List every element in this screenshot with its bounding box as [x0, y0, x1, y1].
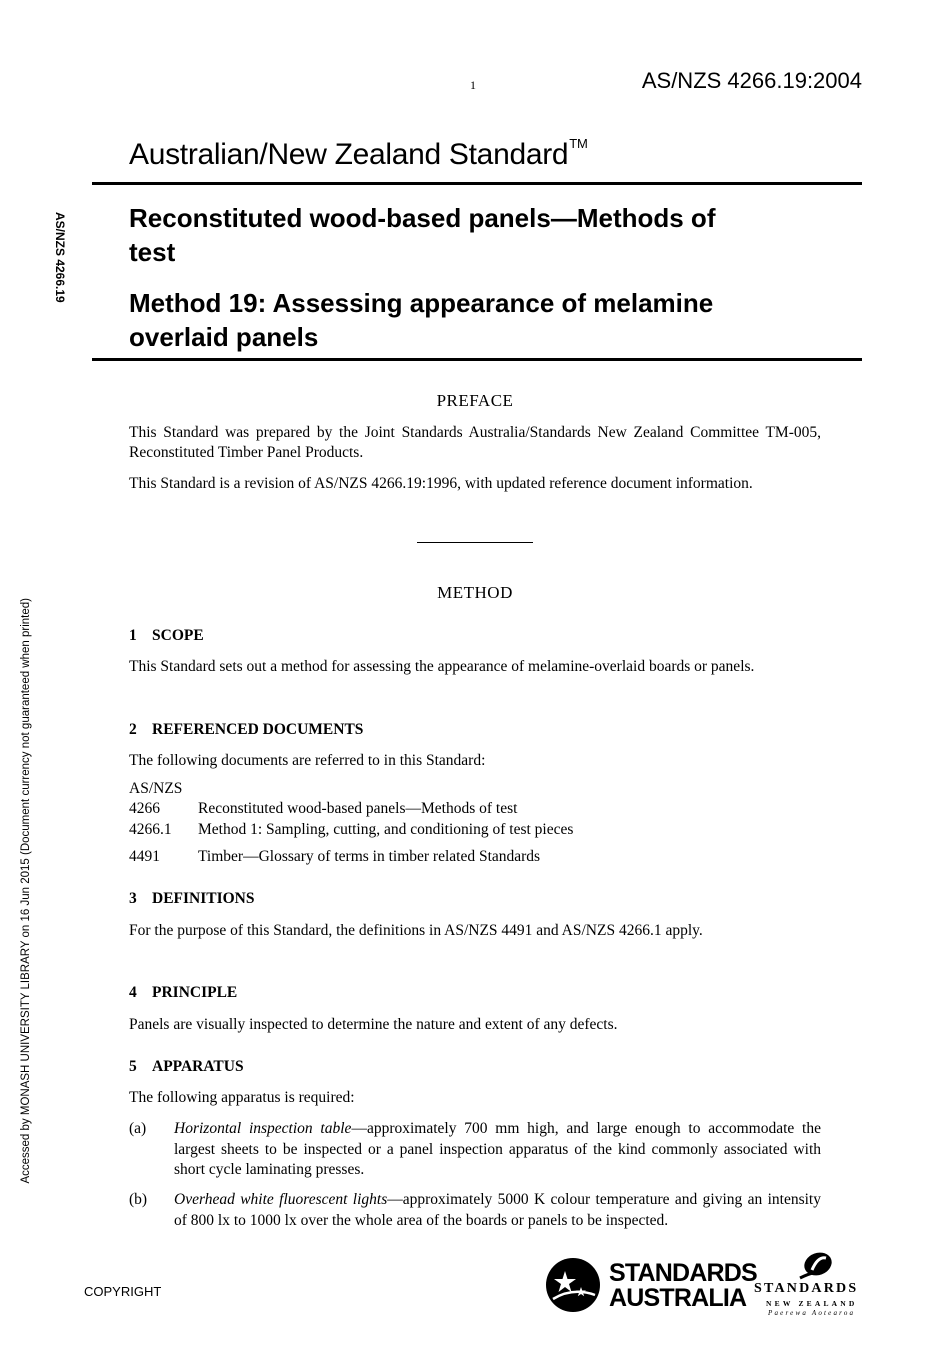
section-number: 1 [129, 627, 137, 644]
logo-nz-word: STANDARDS [754, 1281, 859, 1296]
scope-text: This Standard sets out a method for assessing the appearance of melamine-overlaid boards or panels. [129, 658, 755, 675]
apparatus-item [129, 1190, 821, 1231]
logo-sa-line2: AUSTRALIA [609, 1284, 747, 1312]
apparatus-description: —approximately 5000 K colour temperature and giving an intensity of 800 lx to 1000 lx over the whole area of the boards or panels to be inspected. [174, 1191, 821, 1229]
method-title [129, 286, 829, 354]
reference-title: Method 1: Sampling, cutting, and conditioning of test pieces [198, 821, 574, 838]
method-heading: METHOD [437, 583, 513, 602]
reference-item [129, 847, 540, 867]
reference-title: Timber—Glossary of terms in timber related Standards [198, 848, 541, 865]
standards-australia-emblem-icon [545, 1257, 601, 1313]
section-title: SCOPE [152, 627, 204, 644]
apparatus-intro: The following apparatus is required: [129, 1089, 355, 1106]
standards-australia-logo [545, 1257, 757, 1312]
preface-divider [417, 542, 533, 543]
section-number: 2 [129, 721, 137, 738]
preface-paragraph-2: This Standard is a revision of AS/NZS 4266.19:1996, with updated reference document information. [129, 475, 753, 492]
standards-nz-emblem-icon [796, 1250, 836, 1282]
section-number: 5 [129, 1058, 137, 1075]
section-heading-scope [129, 627, 204, 645]
logo-nz-sub: NEW ZEALAND [766, 1299, 858, 1308]
reference-code: 4266.1 [129, 821, 172, 838]
apparatus-term: Horizontal inspection table [174, 1120, 352, 1137]
references-group-label: AS/NZS [129, 780, 183, 797]
standard-code: AS/NZS 4266.19:2004 [641, 68, 862, 93]
access-note: Accessed by MONASH UNIVERSITY LIBRARY on 16 Jun 2015 (Document currency not guaranteed when printed) [20, 598, 32, 1184]
reference-title: Reconstituted wood-based panels—Methods of test [198, 800, 518, 817]
side-standard-code: AS/NZS 4266.19 [53, 212, 67, 303]
reference-code: 4491 [129, 848, 160, 865]
method-title-line2: overlaid panels [129, 322, 319, 352]
reference-item [129, 820, 573, 840]
list-label: (a) [129, 1120, 147, 1137]
section-title: REFERENCED DOCUMENTS [152, 721, 364, 738]
section-title: DEFINITIONS [152, 890, 255, 907]
trademark-mark: TM [569, 136, 588, 151]
preface-heading: PREFACE [436, 391, 514, 410]
series-title-text: Australian/New Zealand Standard [129, 138, 569, 171]
title-rule-bottom [92, 358, 862, 361]
logo-sa-line1: STANDARDS [609, 1259, 757, 1287]
apparatus-item [129, 1119, 821, 1181]
reference-code: 4266 [129, 800, 160, 817]
title-rule-top [92, 182, 862, 185]
logo-nz-maori: Paerewa Aotearoa [768, 1309, 856, 1317]
section-heading-principle [129, 984, 237, 1002]
section-number: 3 [129, 890, 137, 907]
section-number: 4 [129, 984, 137, 1001]
list-label: (b) [129, 1191, 148, 1208]
section-heading-apparatus [129, 1058, 244, 1076]
standards-new-zealand-logo [752, 1250, 877, 1320]
apparatus-description: —approximately 700 mm high, and large enough to accommodate the largest sheets to be inspected or a panel inspection apparatus of the kind commonly associated with short cycle laminating presses. [174, 1120, 821, 1178]
list-text [174, 1119, 821, 1181]
page-number: 1 [470, 78, 476, 92]
section-title: APPARATUS [152, 1058, 244, 1075]
document-title-line1: Reconstituted wood-based panels—Methods of [129, 203, 716, 233]
principle-text: Panels are visually inspected to determine the nature and extent of any defects. [129, 1016, 618, 1033]
document-title [129, 201, 829, 269]
section-title: PRINCIPLE [152, 984, 238, 1001]
section-heading-definitions [129, 890, 255, 908]
list-text [174, 1190, 821, 1231]
method-title-line1: Method 19: Assessing appearance of melamine [129, 288, 714, 318]
document-title-line2: test [129, 237, 176, 267]
definitions-text: For the purpose of this Standard, the definitions in AS/NZS 4491 and AS/NZS 4266.1 apply. [129, 922, 703, 939]
series-title [129, 136, 587, 172]
section-heading-references [129, 721, 363, 739]
apparatus-term: Overhead white fluorescent lights [174, 1191, 388, 1208]
copyright-notice: COPYRIGHT [84, 1284, 162, 1299]
preface-paragraph-1: This Standard was prepared by the Joint Standards Australia/Standards New Zealand Committee TM-005, Reconstituted Timber Panel Products. [129, 424, 821, 461]
reference-item [129, 799, 517, 819]
references-intro: The following documents are referred to in this Standard: [129, 752, 486, 769]
